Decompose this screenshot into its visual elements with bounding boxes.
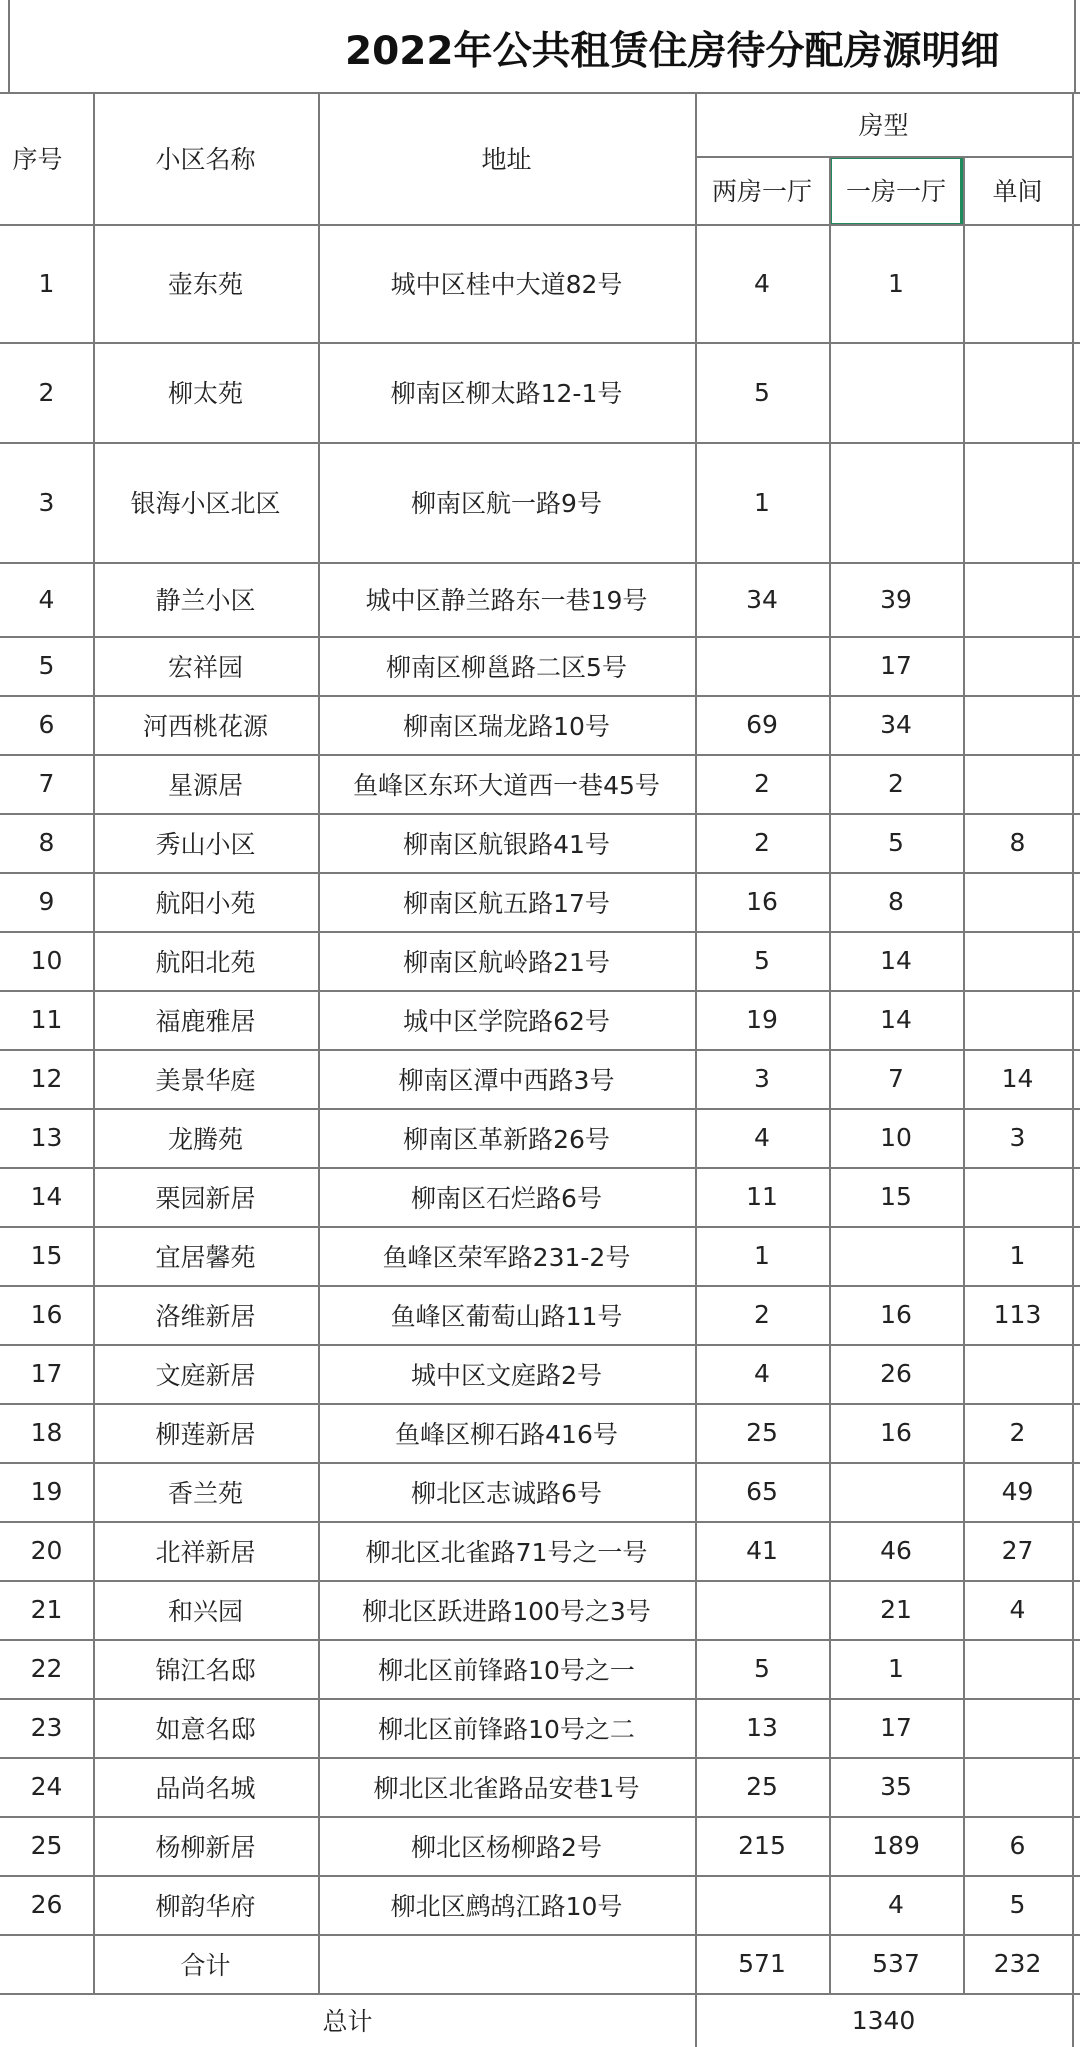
cell-one-bed[interactable]	[829, 1462, 963, 1521]
grid-vline	[318, 92, 320, 1993]
cell-one-bed[interactable]: 16	[880, 1418, 912, 1447]
cell-address[interactable]: 柳北区前锋路10号之二	[378, 1714, 635, 1744]
cell-single[interactable]	[963, 636, 1072, 695]
cell-one-bed[interactable]: 39	[880, 584, 912, 614]
cell-name[interactable]: 文庭新居	[155, 1360, 256, 1390]
cell-two-bed[interactable]: 19	[746, 1005, 778, 1034]
cell-single[interactable]	[963, 1698, 1072, 1757]
grid-vline	[1072, 92, 1074, 2047]
cell-one-bed[interactable]: 14	[880, 1005, 912, 1034]
cell-two-bed[interactable]: 13	[746, 1713, 778, 1742]
cell-address[interactable]: 柳北区前锋路10号之一	[378, 1655, 635, 1685]
cell-index[interactable]: 18	[30, 1418, 63, 1447]
cell-name[interactable]: 栗园新居	[155, 1183, 256, 1213]
cell-one-bed[interactable]: 1	[888, 1654, 904, 1683]
grid-hline	[0, 1993, 1080, 1995]
grid-hline	[0, 1226, 1080, 1228]
cell-single[interactable]: 1	[1009, 1241, 1026, 1270]
cell-index[interactable]: 16	[30, 1300, 63, 1329]
cell-name[interactable]: 福鹿雅居	[155, 1006, 256, 1036]
cell-selection-box	[829, 156, 963, 226]
header-one-bed[interactable]: 一房一厅	[845, 177, 946, 206]
cell-one-bed[interactable]: 17	[880, 651, 912, 680]
cell-index[interactable]: 9	[38, 887, 55, 916]
grid-hline	[0, 1049, 1080, 1051]
cell-index[interactable]: 20	[30, 1536, 63, 1565]
cell-address[interactable]: 城中区文庭路2号	[411, 1360, 602, 1390]
cell-index[interactable]: 19	[30, 1477, 63, 1506]
cell-name[interactable]: 香兰苑	[167, 1478, 243, 1508]
grid-hline	[0, 1285, 1080, 1287]
cell-name[interactable]: 静兰小区	[155, 586, 256, 615]
cell-two-bed[interactable]: 2	[754, 828, 770, 857]
cell-one-bed[interactable]: 15	[880, 1182, 912, 1211]
grid-hline	[0, 1403, 1080, 1405]
grid-vline	[93, 92, 95, 1993]
cell-address[interactable]: 柳南区瑞龙路10号	[403, 711, 610, 741]
grid-hline	[0, 1108, 1080, 1110]
cell-index[interactable]: 12	[30, 1064, 63, 1093]
cell-one-bed[interactable]: 10	[880, 1123, 912, 1152]
cell-one-bed[interactable]: 34	[880, 710, 912, 739]
cell-name[interactable]: 北祥新居	[155, 1537, 256, 1567]
cell-address[interactable]: 柳北区鹧鸪江路10号	[390, 1891, 623, 1921]
cell-two-bed[interactable]: 69	[746, 710, 778, 739]
cell-two-bed[interactable]	[695, 636, 829, 695]
cell-name[interactable]: 柳莲新居	[155, 1419, 256, 1449]
cell-name[interactable]: 壶东苑	[167, 270, 243, 299]
subtotal-single[interactable]: 232	[993, 1949, 1042, 1978]
cell-one-bed[interactable]: 17	[880, 1713, 912, 1742]
cell-two-bed[interactable]: 5	[754, 377, 770, 407]
cell-single[interactable]	[963, 931, 1072, 990]
cell-one-bed[interactable]: 14	[880, 946, 912, 975]
cell-index[interactable]: 26	[30, 1890, 63, 1919]
cell-two-bed[interactable]: 3	[754, 1064, 770, 1093]
cell-single[interactable]: 113	[993, 1300, 1042, 1329]
grid-hline	[0, 1167, 1080, 1169]
header-two-bed[interactable]: 两房一厅	[711, 177, 812, 206]
grid-vline	[8, 0, 10, 92]
cell-index[interactable]: 2	[38, 377, 55, 407]
subtotal-one-bed[interactable]: 537	[872, 1949, 920, 1978]
cell-name[interactable]: 秀山小区	[155, 829, 256, 859]
total-value[interactable]: 1340	[851, 2005, 916, 2035]
subtotal-label[interactable]: 合计	[180, 1950, 231, 1980]
cell-one-bed[interactable]: 8	[888, 887, 904, 916]
grid-hline	[0, 224, 1080, 226]
grid-vline	[963, 156, 965, 1993]
cell-two-bed[interactable]: 25	[746, 1772, 778, 1801]
total-label[interactable]: 总计	[322, 2007, 373, 2036]
cell-address[interactable]: 城中区桂中大道82号	[390, 270, 623, 299]
grid-hline	[0, 1521, 1080, 1523]
cell-single[interactable]: 8	[1009, 828, 1026, 857]
cell-index[interactable]	[0, 1934, 93, 1993]
cell-name[interactable]: 宏祥园	[167, 652, 243, 682]
cell-address[interactable]: 鱼峰区葡萄山路11号	[390, 1301, 623, 1331]
header-single[interactable]: 单间	[992, 177, 1043, 206]
cell-address[interactable]: 柳北区北雀路品安巷1号	[373, 1773, 640, 1803]
cell-index[interactable]: 14	[30, 1182, 63, 1211]
grid-hline	[0, 1462, 1080, 1464]
header-address[interactable]: 地址	[481, 145, 532, 174]
cell-single[interactable]	[963, 990, 1072, 1049]
grid-vline	[695, 92, 697, 2047]
cell-single[interactable]: 2	[1009, 1418, 1026, 1447]
cell-two-bed[interactable]: 2	[754, 769, 770, 798]
subtotal-two-bed[interactable]: 571	[738, 1949, 786, 1978]
cell-single[interactable]: 4	[1009, 1595, 1026, 1624]
cell-single[interactable]	[963, 1639, 1072, 1698]
grid-hline	[0, 1344, 1080, 1346]
cell-address[interactable]: 柳南区航银路41号	[403, 829, 610, 859]
cell-single[interactable]	[963, 1167, 1072, 1226]
cell-single[interactable]	[963, 1344, 1072, 1403]
cell-index[interactable]: 15	[30, 1241, 63, 1270]
cell-two-bed[interactable]: 1	[754, 1241, 770, 1270]
cell-index[interactable]: 22	[30, 1654, 63, 1683]
cell-address[interactable]: 柳南区航一路9号	[411, 489, 602, 518]
cell-single[interactable]	[963, 872, 1072, 931]
grid-hline	[0, 1757, 1080, 1759]
cell-index[interactable]: 21	[30, 1595, 63, 1624]
cell-single[interactable]	[963, 695, 1072, 754]
grid-hline	[0, 813, 1080, 815]
cell-one-bed[interactable]: 7	[888, 1064, 904, 1093]
cell-name[interactable]: 柳韵华府	[155, 1891, 256, 1921]
cell-address[interactable]: 柳南区潭中西路3号	[398, 1065, 615, 1095]
cell-name[interactable]: 品尚名城	[155, 1773, 256, 1803]
cell-name[interactable]: 柳太苑	[167, 379, 243, 408]
cell-one-bed[interactable]: 26	[880, 1359, 912, 1388]
cell-one-bed[interactable]: 16	[880, 1300, 912, 1329]
cell-name[interactable]: 和兴园	[167, 1596, 243, 1626]
grid-hline	[0, 931, 1080, 933]
grid-hline	[0, 695, 1080, 697]
cell-single[interactable]	[963, 442, 1072, 562]
cell-two-bed[interactable]: 4	[754, 1123, 770, 1152]
header-index[interactable]: 序号	[12, 145, 63, 174]
grid-hline	[0, 1875, 1080, 1877]
grid-hline	[0, 872, 1080, 874]
cell-single[interactable]	[963, 224, 1072, 342]
grid-hline	[0, 92, 1080, 94]
cell-single[interactable]: 14	[1001, 1064, 1034, 1093]
cell-address[interactable]: 柳南区石烂路6号	[411, 1183, 602, 1213]
cell-two-bed[interactable]: 2	[754, 1300, 770, 1329]
cell-single[interactable]: 27	[1001, 1536, 1034, 1565]
cell-two-bed[interactable]: 4	[754, 1359, 770, 1388]
cell-index[interactable]: 3	[38, 487, 55, 517]
page-title: 2022年公共租赁住房待分配房源明细	[345, 29, 1000, 74]
header-name[interactable]: 小区名称	[155, 145, 256, 174]
cell-two-bed[interactable]: 11	[746, 1182, 778, 1211]
cell-name[interactable]: 星源居	[167, 770, 243, 800]
cell-index[interactable]: 10	[30, 946, 63, 975]
cell-one-bed[interactable]: 35	[880, 1772, 912, 1801]
cell-two-bed[interactable]	[695, 1875, 829, 1934]
cell-two-bed[interactable]: 215	[738, 1831, 786, 1860]
cell-index[interactable]: 24	[30, 1772, 63, 1801]
cell-name[interactable]: 美景华庭	[155, 1065, 256, 1095]
grid-vline	[1074, 0, 1076, 92]
grid-hline	[0, 754, 1080, 756]
grid-hline	[0, 1934, 1080, 1936]
grid-hline	[0, 1698, 1080, 1700]
cell-two-bed[interactable]: 1	[754, 487, 770, 517]
cell-index[interactable]: 17	[30, 1359, 63, 1388]
cell-single[interactable]	[963, 562, 1072, 636]
cell-address[interactable]: 柳北区跃进路100号之3号	[362, 1596, 651, 1626]
grid-vline	[829, 156, 831, 1993]
cell-two-bed[interactable]	[695, 1580, 829, 1639]
cell-one-bed[interactable]: 4	[888, 1890, 904, 1919]
cell-index[interactable]: 23	[30, 1713, 63, 1742]
cell-single[interactable]	[963, 1757, 1072, 1816]
cell-index[interactable]: 1	[38, 268, 55, 298]
cell-single[interactable]: 3	[1009, 1123, 1026, 1152]
cell-one-bed[interactable]: 1	[888, 268, 904, 298]
cell-address[interactable]: 柳南区航五路17号	[403, 888, 610, 918]
cell-address[interactable]: 柳北区北雀路71号之一号	[365, 1537, 648, 1567]
cell-index[interactable]: 11	[30, 1005, 63, 1034]
cell-single[interactable]	[963, 342, 1072, 442]
grid-hline	[0, 342, 1080, 344]
cell-two-bed[interactable]: 5	[754, 946, 770, 975]
cell-address[interactable]	[318, 1934, 695, 1993]
cell-one-bed[interactable]: 21	[880, 1595, 912, 1624]
cell-address[interactable]: 柳南区航岭路21号	[403, 947, 610, 977]
cell-address[interactable]: 柳南区革新路26号	[403, 1124, 610, 1154]
cell-index[interactable]: 25	[30, 1831, 63, 1860]
grid-hline	[0, 562, 1080, 564]
grid-hline	[695, 156, 1072, 158]
cell-index[interactable]: 4	[38, 584, 55, 614]
cell-two-bed[interactable]: 25	[746, 1418, 778, 1447]
cell-two-bed[interactable]: 34	[746, 584, 778, 614]
header-room-type[interactable]: 房型	[858, 111, 909, 140]
cell-index[interactable]: 6	[38, 710, 55, 739]
cell-name[interactable]: 宜居馨苑	[155, 1242, 256, 1272]
cell-address[interactable]: 鱼峰区柳石路416号	[395, 1419, 618, 1449]
cell-address[interactable]: 柳南区柳邕路二区5号	[386, 652, 627, 682]
cell-index[interactable]: 5	[38, 651, 55, 680]
grid-hline	[0, 1580, 1080, 1582]
cell-name[interactable]: 如意名邸	[155, 1714, 256, 1744]
cell-one-bed[interactable]: 189	[872, 1831, 920, 1860]
cell-address[interactable]: 鱼峰区东环大道西一巷45号	[353, 770, 660, 800]
grid-hline	[0, 1639, 1080, 1641]
cell-two-bed[interactable]: 16	[746, 887, 778, 916]
cell-single[interactable]: 6	[1009, 1831, 1026, 1860]
cell-two-bed[interactable]: 4	[754, 268, 770, 298]
cell-single[interactable]: 49	[1001, 1477, 1034, 1506]
cell-one-bed[interactable]: 46	[880, 1536, 912, 1565]
cell-name[interactable]: 洛维新居	[155, 1301, 256, 1331]
cell-one-bed[interactable]	[829, 442, 963, 562]
cell-address[interactable]: 柳北区志诚路6号	[411, 1478, 602, 1508]
grid-hline	[0, 636, 1080, 638]
cell-single[interactable]	[963, 754, 1072, 813]
grid-hline	[0, 442, 1080, 444]
cell-name[interactable]: 杨柳新居	[155, 1832, 256, 1862]
cell-address[interactable]: 柳南区柳太路12-1号	[390, 379, 623, 408]
grid-hline	[0, 990, 1080, 992]
cell-name[interactable]: 航阳北苑	[155, 947, 256, 977]
cell-address[interactable]: 柳北区杨柳路2号	[411, 1832, 602, 1862]
cell-index[interactable]: 13	[30, 1123, 63, 1152]
cell-name[interactable]: 龙腾苑	[167, 1124, 243, 1154]
cell-one-bed[interactable]	[829, 342, 963, 442]
cell-index[interactable]: 8	[38, 828, 55, 857]
cell-name[interactable]: 锦江名邸	[155, 1655, 256, 1685]
cell-one-bed[interactable]: 5	[888, 828, 904, 857]
cell-name[interactable]: 银海小区北区	[130, 489, 281, 518]
grid-hline	[0, 1816, 1080, 1818]
cell-name[interactable]: 河西桃花源	[142, 711, 268, 741]
cell-address[interactable]: 城中区静兰路东一巷19号	[365, 586, 648, 615]
cell-two-bed[interactable]: 41	[746, 1536, 778, 1565]
cell-address[interactable]: 城中区学院路62号	[403, 1006, 610, 1036]
cell-one-bed[interactable]	[829, 1226, 963, 1285]
cell-name[interactable]: 航阳小苑	[155, 888, 256, 918]
cell-one-bed[interactable]: 2	[888, 769, 904, 798]
cell-single[interactable]: 5	[1009, 1890, 1026, 1919]
cell-address[interactable]: 鱼峰区荣军路231-2号	[382, 1242, 631, 1272]
cell-index[interactable]: 7	[38, 769, 55, 798]
cell-two-bed[interactable]: 65	[746, 1477, 778, 1506]
cell-two-bed[interactable]: 5	[754, 1654, 770, 1683]
